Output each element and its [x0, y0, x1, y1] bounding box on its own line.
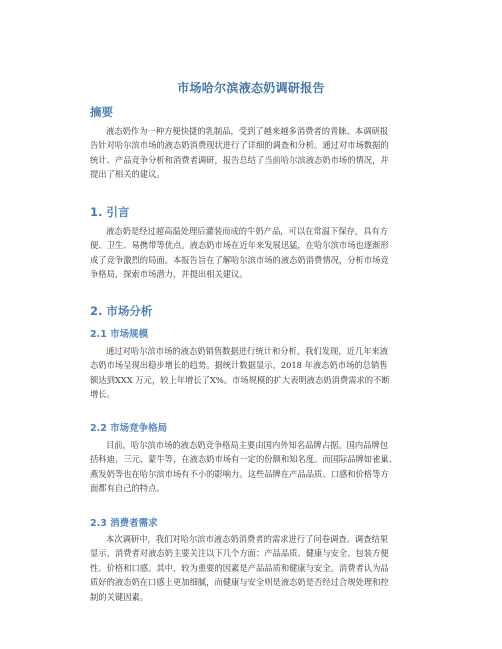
- paragraph-line: 态奶市场呈现出稳步增长的趋势。据统计数据显示，2018 年液态奶市场的总销售: [90, 360, 388, 371]
- abstract-paragraph: [90, 124, 420, 182]
- paragraph-line: 本次调研中，我们对哈尔滨市液态奶消费者的需求进行了问卷调查。调查结果: [106, 534, 389, 544]
- paragraph-line: 成了竞争激烈的局面。本报告旨在了解哈尔滨市场的液态奶消费情况，分析市场竞: [90, 254, 389, 265]
- paragraph-line: 通过对哈尔滨市场的液态奶销售数据进行统计和分析，我们发现，近几年来液: [106, 346, 389, 356]
- paragraph-line: 面都有自己的特点。: [90, 483, 165, 494]
- market-size-paragraph: [90, 344, 420, 402]
- section-heading-introduction: 1. 引言: [90, 205, 130, 219]
- paragraph-line: 显示，消费者对液态奶主要关注以下几个方面：产品品质、健康与安全、包装方便: [90, 548, 389, 559]
- subsection-heading-market-size: 2.1 市场规模: [90, 329, 149, 340]
- section-heading-market-analysis: 2. 市场分析: [90, 304, 153, 318]
- subsection-heading-consumer-demand: 2.3 消费者需求: [90, 518, 158, 529]
- paragraph-line: 制的关键因素。: [90, 591, 149, 602]
- paragraph-line: 括科迪、三元、蒙牛等，在液态奶市场有一定的份额和知名度。而国际品牌如雀巢、: [90, 454, 397, 465]
- paragraph-line: 统计、产品竞争分析和消费者调研，报告总结了当前哈尔滨液态奶市场的情况，并: [90, 154, 389, 165]
- paragraph-line: 质好的液态奶在口感上更加细腻，而健康与安全则是液态奶是否经过合规处理和控: [90, 577, 389, 588]
- competition-paragraph: [90, 438, 420, 496]
- paragraph-line: 液态奶作为一种方便快捷的乳制品，受到了越来越多消费者的青睐。本调研报: [106, 126, 389, 136]
- paragraph-line: 便、卫生、易携带等优点。液态奶市场在近年来发展迅猛，在哈尔滨市场也逐渐形: [90, 240, 389, 251]
- paragraph-line: 燕发奶等也在哈尔滨市场有不小的影响力。这些品牌在产品品质、口感和价格等方: [90, 468, 389, 479]
- paragraph-line: 增长。: [90, 389, 115, 400]
- introduction-paragraph: [90, 224, 420, 282]
- section-heading-abstract: 摘要: [90, 105, 113, 119]
- document-title: 市场哈尔滨液态奶调研报告: [177, 81, 325, 95]
- subsection-heading-competition: 2.2 市场竞争格局: [90, 423, 168, 434]
- consumer-demand-paragraph: [90, 532, 420, 604]
- paragraph-line: 液态奶是经过超高温处理后灌装而成的牛奶产品，可以在常温下保存，具有方: [106, 226, 389, 236]
- paragraph-line: 提出了相关的建议。: [90, 169, 165, 180]
- paragraph-line: 争格局，探索市场潜力，并提出相关建议。: [90, 269, 248, 280]
- paragraph-line: 额达到XXX 万元，较上年增长了X%。市场规模的扩大表明液态奶消费需求的不断: [90, 374, 390, 385]
- paragraph-line: 性、价格和口感。其中，较为重要的因素是产品品质和健康与安全。消费者认为品: [90, 562, 389, 573]
- paragraph-line: 目前，哈尔滨市场的液态奶竞争格局主要由国内外知名品牌占据。国内品牌包: [106, 440, 389, 450]
- paragraph-line: 告针对哈尔滨市场的液态奶消费现状进行了详细的调查和分析。通过对市场数据的: [90, 140, 389, 151]
